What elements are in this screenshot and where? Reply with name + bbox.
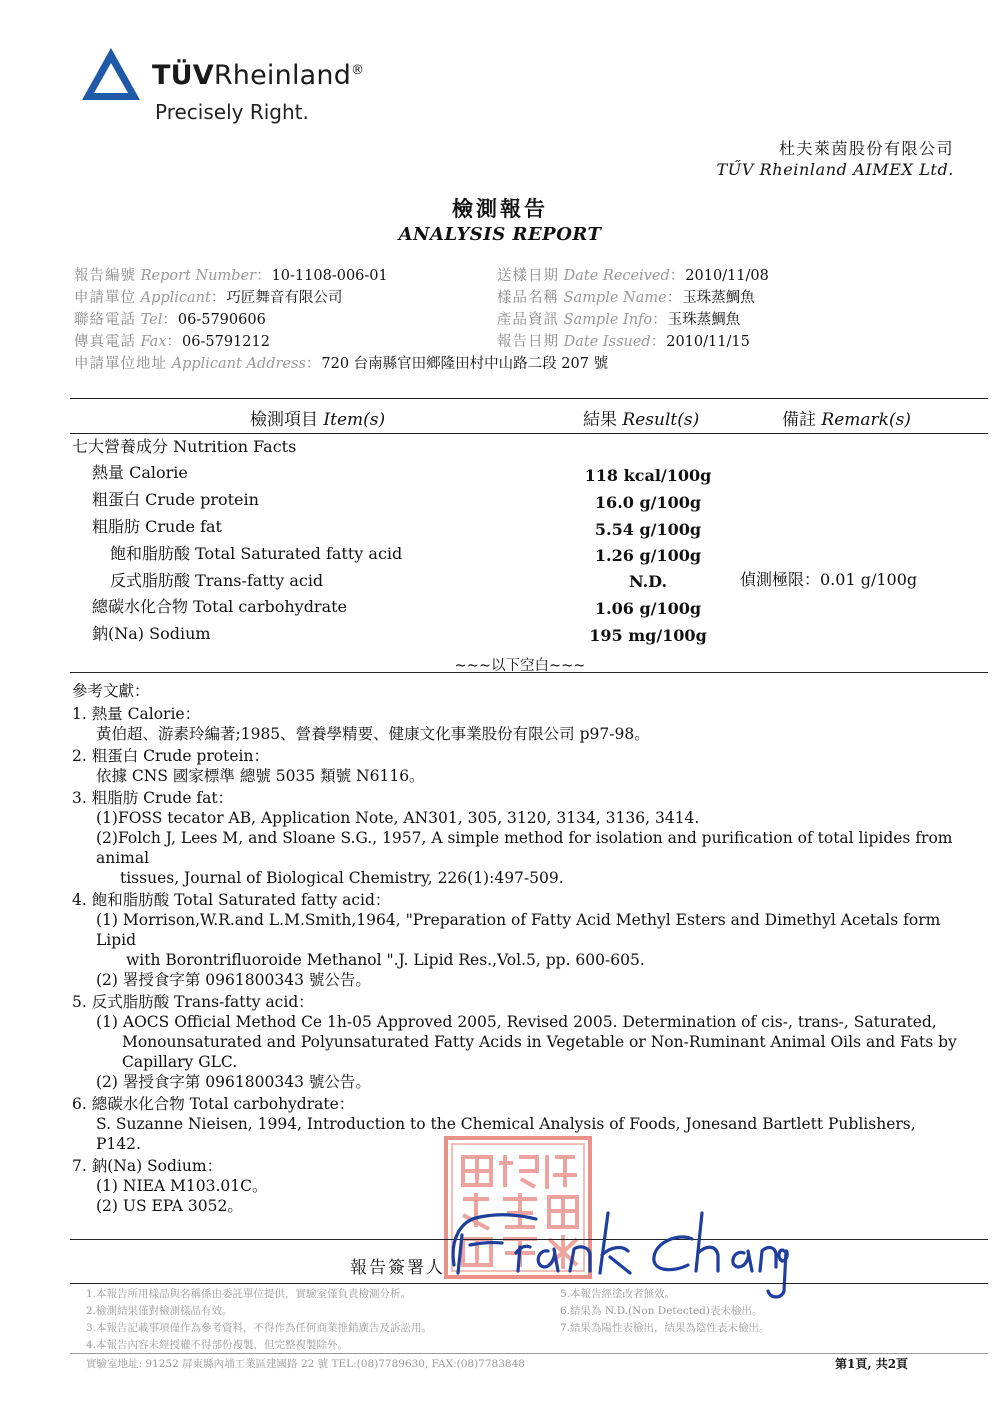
header-remark: 備註 Remark(s)	[782, 410, 911, 430]
table-top-rule	[70, 398, 988, 399]
meta-date-issued: 報告日期 Date Issued：2010/11/15	[497, 334, 750, 350]
result-value: 16.0 g/100g	[594, 493, 702, 512]
remark-detection-limit: 偵測極限：0.01 g/100g	[740, 570, 918, 589]
reference-line: (2) US EPA 3052。	[96, 1197, 243, 1215]
report-title-en: ANALYSIS REPORT	[398, 224, 602, 245]
reference-line: 依據 CNS 國家標準 總號 5035 類號 N6116。	[96, 767, 425, 785]
reference-item: 6. 總碳水化合物 Total carbohydrate：	[72, 1095, 355, 1113]
reference-line: (1) NIEA M103.01C。	[96, 1177, 268, 1195]
reference-line: (2) 署授食字第 0961800343 號公告。	[96, 1073, 371, 1091]
meta-tel: 聯絡電話 Tel：06-5790606	[74, 312, 266, 328]
company-name-en: TŰV Rheinland AIMEX Ltd.	[716, 160, 954, 179]
reference-item: 2. 粗蛋白 Crude protein：	[72, 747, 269, 765]
meta-address: 申請單位地址 Applicant Address：720 台南縣官田鄉隆田村中山路二段 207 號	[74, 356, 609, 372]
footer-note: 5.本報告經塗改者無效。	[560, 1288, 676, 1300]
footer-note: 6.結果為 N.D.(Non Detected)表未檢出。	[560, 1305, 763, 1317]
footer-note: 3.本報告記載事項僅作為參考資料，不得作為任何商業推銷廣告及訴訟用。	[86, 1322, 433, 1334]
meta-sample-name: 樣品名稱 Sample Name：玉珠蒸鯛魚	[497, 290, 755, 306]
table-row: 飽和脂肪酸 Total Saturated fatty acid	[110, 544, 403, 563]
table-bottom-rule	[70, 672, 988, 673]
meta-right	[497, 265, 769, 353]
reference-line: 黃伯超、游素玲編著;1985、營養學精要、健康文化事業股份有限公司 p97-98。	[96, 725, 650, 743]
reference-line: Monounsaturated and Polyunsaturated Fatty Acids in Vegetable or Non-Ruminant Animal Oils and Fats by	[122, 1033, 957, 1051]
reference-line: (1) AOCS Official Method Ce 1h-05 Approved 2005, Revised 2005. Determination of cis-, trans-, Saturated,	[96, 1013, 937, 1031]
references-heading: 參考文獻：	[72, 682, 150, 700]
footer-note: 7.結果為陽性表檢出，結果為陰性表未檢出。	[560, 1322, 770, 1334]
reference-item: 1. 熱量 Calorie：	[72, 705, 201, 723]
table-row: 反式脂肪酸 Trans-fatty acid	[110, 571, 324, 590]
reference-item: 3. 粗脂肪 Crude fat：	[72, 789, 234, 807]
report-title-zh: 檢測報告	[452, 196, 548, 221]
reference-line: (1)FOSS tecator AB, Application Note, AN301, 305, 3120, 3134, 3136, 3414.	[96, 809, 700, 827]
reference-item: 5. 反式脂肪酸 Trans-fatty acid：	[72, 993, 314, 1011]
table-row: 鈉(Na) Sodium	[92, 624, 211, 643]
result-value: 1.26 g/100g	[594, 546, 702, 565]
footer-note: 4.本報告內容未經授權不得部份複製，但完整複製除外。	[86, 1339, 349, 1351]
meta-sample-info: 產品資訊 Sample Info：玉珠蒸鯛魚	[497, 312, 741, 328]
reference-item: 4. 飽和脂肪酸 Total Saturated fatty acid：	[72, 891, 391, 909]
reference-line: with Borontrifluoroide Methanol ".J. Lipid Res.,Vol.5, pp. 600-605.	[126, 951, 645, 969]
company-name-zh: 杜夫萊茵股份有限公司	[778, 139, 954, 158]
tuv-logo	[80, 46, 142, 102]
header-item: 檢測項目 Item(s)	[250, 410, 386, 430]
result-value: 118 kcal/100g	[584, 466, 712, 485]
reference-line: (2) 署授食字第 0961800343 號公告。	[96, 971, 371, 989]
reference-line: Capillary GLC.	[122, 1053, 238, 1071]
footer-rule	[70, 1353, 988, 1354]
page-number: 第1頁, 共2頁	[835, 1357, 909, 1371]
header-result: 結果 Result(s)	[583, 410, 700, 430]
lab-address: 實驗室地址: 91252 屏東縣內埔工業區建國路 22 號 TEL:(08)7789630, FAX:(08)7783848	[86, 1358, 525, 1370]
result-value: 195 mg/100g	[589, 626, 707, 645]
end-of-table-marker: ~~~以下空白~~~	[454, 658, 586, 674]
table-row: 總碳水化合物 Total carbohydrate	[92, 597, 348, 616]
signer-label: 報告簽署人	[350, 1258, 445, 1278]
meta-date-received: 送樣日期 Date Received：2010/11/08	[497, 268, 769, 284]
result-value: N.D.	[628, 572, 668, 591]
nutrition-section-title: 七大營養成分 Nutrition Facts	[72, 437, 297, 456]
triangle-logo-icon	[80, 46, 142, 102]
brand-tagline: Precisely Right.	[155, 100, 309, 124]
reference-line: (2)Folch J, Lees M, and Sloane S.G., 1957, A simple method for isolation and purification of total lipides from animal	[96, 829, 953, 867]
result-value: 5.54 g/100g	[594, 520, 702, 539]
table-row: 粗脂肪 Crude fat	[92, 517, 222, 536]
table-row: 粗蛋白 Crude protein	[92, 490, 259, 509]
reference-line: tissues, Journal of Biological Chemistry, 226(1):497-509.	[120, 869, 564, 887]
reference-line: S. Suzanne Nieisen, 1994, Introduction to the Chemical Analysis of Foods, Jonesand Bartlett Publishers, P142.	[96, 1115, 916, 1153]
reference-item: 7. 鈉(Na) Sodium：	[72, 1157, 223, 1175]
meta-applicant: 申請單位 Applicant：巧匠舞音有限公司	[74, 290, 343, 306]
footer-notes-right	[560, 1286, 770, 1337]
reference-line: (1) Morrison,W.R.and L.M.Smith,1964, "Preparation of Fatty Acid Methyl Esters and Dimethyl Acetals form Lipid	[96, 911, 941, 949]
footer-notes-left	[86, 1286, 432, 1354]
meta-report-number: 報告編號 Report Number：10-1108-006-01	[74, 268, 388, 284]
meta-fax: 傳真電話 Fax：06-5791212	[74, 334, 270, 350]
table-row: 熱量 Calorie	[92, 463, 188, 482]
footer-note: 1.本報告所用樣品與名稱係由委託單位提供，實驗室僅負責檢測分析。	[86, 1288, 412, 1300]
result-value: 1.06 g/100g	[594, 599, 702, 618]
signature-bottom-rule	[70, 1283, 988, 1284]
brand-name: TÜVRheinland®	[152, 60, 365, 91]
footer-note: 2.檢測結果僅對檢測樣品有效。	[86, 1305, 233, 1317]
